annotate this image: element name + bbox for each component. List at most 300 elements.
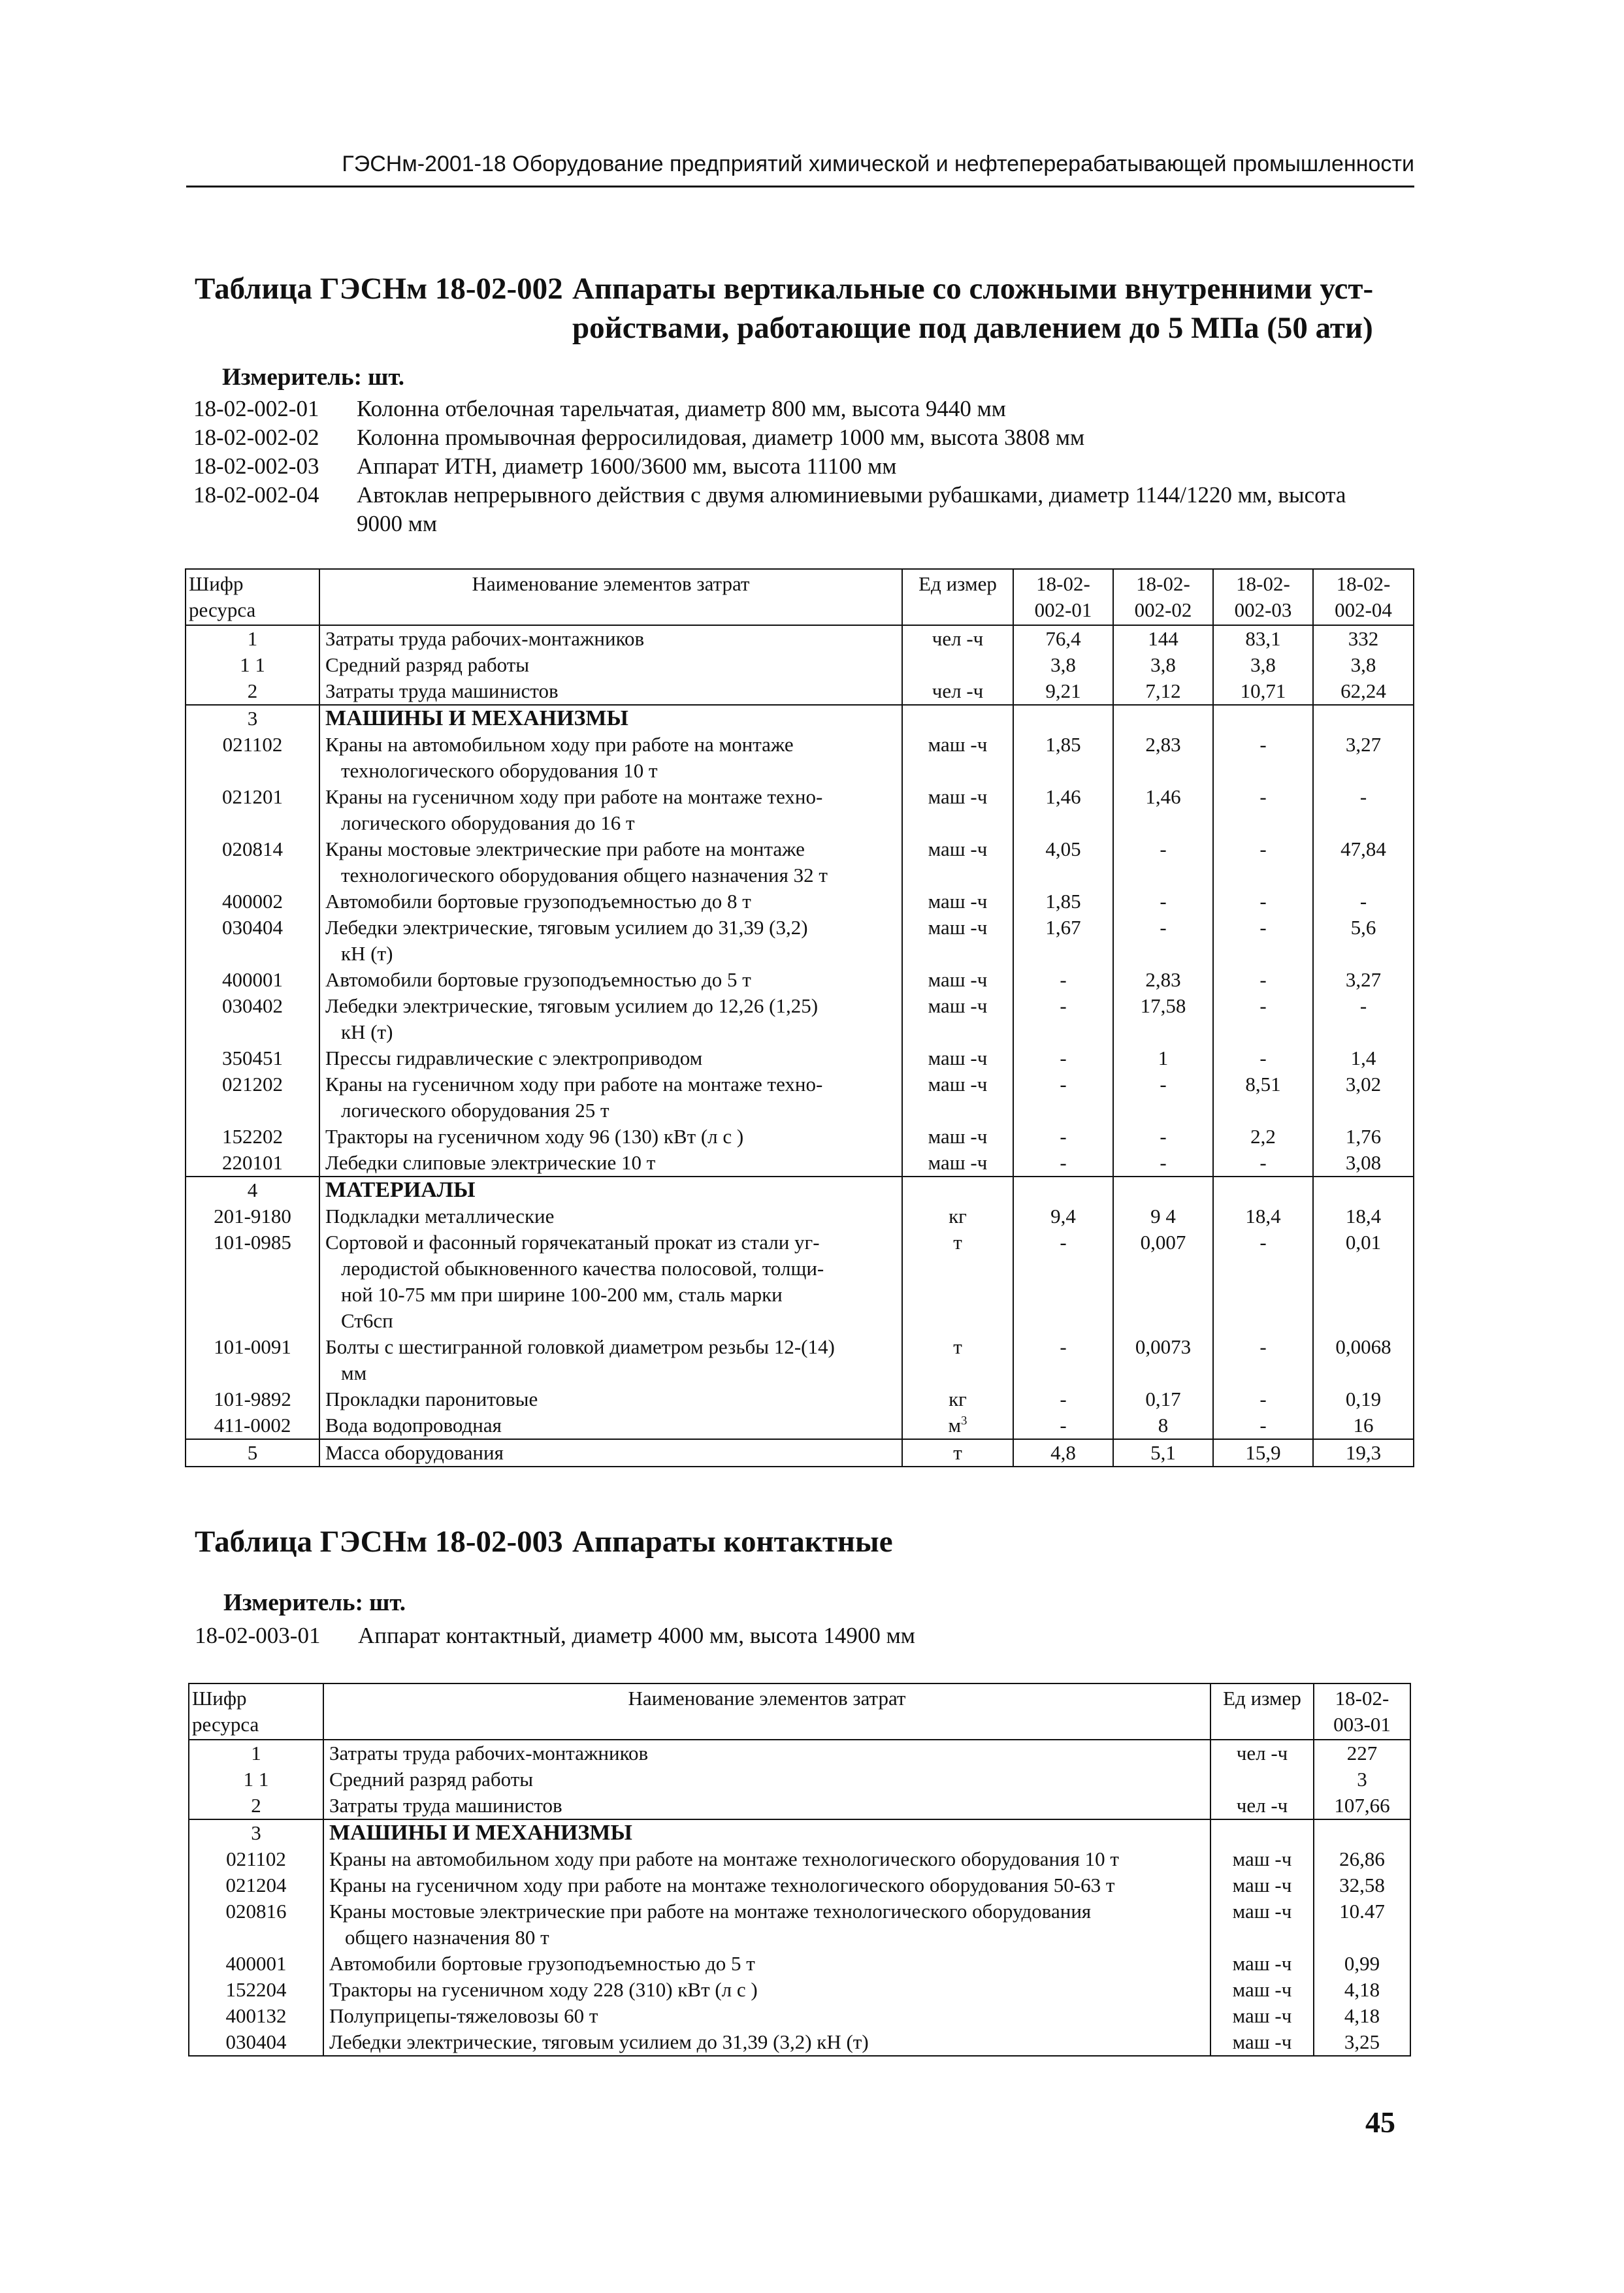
resource-name bbox=[323, 1977, 1210, 2003]
resource-name-text: Масса оборудования bbox=[325, 1441, 504, 1464]
table1-number: Таблица ГЭСНм 18-02-002 bbox=[195, 272, 563, 306]
unit-cell: чел -ч bbox=[902, 678, 1013, 705]
table-row bbox=[189, 2003, 1410, 2029]
table-row bbox=[189, 1766, 1410, 1793]
table1-measure: Измеритель: шт. bbox=[222, 364, 405, 391]
value-cell: 1,4 bbox=[1313, 1045, 1414, 1071]
table-row bbox=[189, 1872, 1410, 1898]
value-cell: 1,76 bbox=[1313, 1124, 1414, 1150]
resource-code: 400001 bbox=[189, 1951, 323, 1977]
value-cell: 4,18 bbox=[1314, 2003, 1410, 2029]
resource-name-text: МАТЕРИАЛЫ bbox=[325, 1178, 476, 1202]
resource-code: 020814 bbox=[186, 836, 319, 888]
value-cell: 107,66 bbox=[1314, 1793, 1410, 1819]
value-cell: 62,24 bbox=[1313, 678, 1414, 705]
table-row bbox=[186, 1045, 1414, 1071]
table-row bbox=[189, 2029, 1410, 2056]
resource-name-continuation: общего назначения 80 т bbox=[345, 1926, 549, 1949]
value-cell: 83,1 bbox=[1213, 625, 1313, 652]
table2-item-list bbox=[195, 1621, 1390, 1650]
resource-code: 400132 bbox=[189, 2003, 323, 2029]
table-row bbox=[189, 1898, 1410, 1951]
value-cell: - bbox=[1213, 993, 1313, 1045]
value-cell: 144 bbox=[1113, 625, 1213, 652]
value-cell: 3 bbox=[1314, 1766, 1410, 1793]
item-code: 18-02-002-03 bbox=[193, 453, 319, 479]
resource-name bbox=[319, 1334, 902, 1386]
value-cell: 1,85 bbox=[1013, 732, 1113, 784]
value-cell: - bbox=[1013, 1334, 1113, 1386]
unit-cell: маш -ч bbox=[902, 836, 1013, 888]
resource-name-text: Автомобили бортовые грузоподъемностью до 5 т bbox=[329, 1952, 755, 1975]
value-cell: 0,19 bbox=[1313, 1386, 1414, 1412]
table2-header-name: Наименование элементов затрат bbox=[323, 1683, 1210, 1740]
resource-name-text: Средний разряд работы bbox=[325, 653, 530, 676]
unit-cell bbox=[902, 1177, 1013, 1203]
value-cell: 0,0068 bbox=[1313, 1334, 1414, 1386]
resource-code: 152204 bbox=[189, 1977, 323, 2003]
resource-name-text: Краны мостовые электрические при работе на монтаже технологического оборудования bbox=[329, 1900, 1092, 1923]
resource-name-text: Лебедки электрические, тяговым усилием до 31,39 (3,2) кН (т) bbox=[329, 2030, 869, 2053]
resource-name bbox=[319, 1386, 902, 1412]
resource-code: 400001 bbox=[186, 967, 319, 993]
unit-cell: маш -ч bbox=[1210, 1951, 1314, 1977]
value-cell: 18,4 bbox=[1213, 1203, 1313, 1229]
value-cell: - bbox=[1113, 888, 1213, 915]
table-row bbox=[186, 1412, 1414, 1439]
unit-cell: маш -ч bbox=[1210, 1846, 1314, 1872]
table2-resources bbox=[188, 1683, 1411, 2057]
value-cell: 0,0073 bbox=[1113, 1334, 1213, 1386]
value-cell: - bbox=[1013, 993, 1113, 1045]
value-cell: 5,6 bbox=[1313, 915, 1414, 967]
resource-name-text: Сортовой и фасонный горячекатаный прокат из стали уг- bbox=[325, 1231, 820, 1254]
value-cell: - bbox=[1113, 1071, 1213, 1124]
resource-name-text: Краны на гусеничном ходу при работе на монтаже технологического оборудования 50-63 т bbox=[329, 1874, 1115, 1896]
table2-header-unit: Ед измер bbox=[1210, 1683, 1314, 1740]
resource-code: 411-0002 bbox=[186, 1412, 319, 1439]
resource-code: 030404 bbox=[186, 915, 319, 967]
value-cell bbox=[1113, 705, 1213, 732]
table2-title bbox=[195, 1522, 1384, 1564]
resource-name bbox=[319, 1439, 902, 1467]
unit-cell: маш -ч bbox=[902, 1071, 1013, 1124]
resource-name bbox=[319, 1203, 902, 1229]
resource-name bbox=[319, 652, 902, 678]
table-row bbox=[186, 836, 1414, 888]
table-row bbox=[186, 784, 1414, 836]
item-code: 18-02-002-04 bbox=[193, 482, 319, 508]
resource-name bbox=[319, 1150, 902, 1177]
value-cell: 19,3 bbox=[1313, 1439, 1414, 1467]
value-cell: 3,08 bbox=[1313, 1150, 1414, 1177]
section-row bbox=[186, 705, 1414, 732]
resource-name bbox=[319, 1045, 902, 1071]
unit-cell: маш -ч bbox=[1210, 2029, 1314, 2056]
value-cell: - bbox=[1113, 915, 1213, 967]
resource-code: 030402 bbox=[186, 993, 319, 1045]
resource-code: 101-0985 bbox=[186, 1229, 319, 1334]
resource-name-text: МАШИНЫ И МЕХАНИЗМЫ bbox=[329, 1821, 632, 1845]
resource-name bbox=[319, 1124, 902, 1150]
value-cell: - bbox=[1013, 1150, 1113, 1177]
resource-name-text: Прессы гидравлические с электроприводом bbox=[325, 1047, 703, 1069]
value-cell: 26,86 bbox=[1314, 1846, 1410, 1872]
unit-cell: чел -ч bbox=[1210, 1740, 1314, 1766]
item-code: 18-02-002-02 bbox=[193, 425, 319, 450]
table-row bbox=[186, 1124, 1414, 1150]
page-number: 45 bbox=[1365, 2106, 1395, 2139]
resource-name-continuation: леродистой обыкновенного качества полосовой, толщи- bbox=[341, 1257, 824, 1280]
resource-name-text: Краны на гусеничном ходу при работе на монтаже техно- bbox=[325, 1073, 823, 1096]
value-cell: - bbox=[1113, 836, 1213, 888]
unit-cell: маш -ч bbox=[1210, 1898, 1314, 1951]
value-cell bbox=[1013, 705, 1113, 732]
table2-header-code: Шифр ресурса bbox=[189, 1683, 323, 1740]
resource-code: 2 bbox=[189, 1793, 323, 1819]
unit-cell bbox=[1210, 1766, 1314, 1793]
value-cell: 9 4 bbox=[1113, 1203, 1213, 1229]
section-row bbox=[189, 1819, 1410, 1846]
table1-header-col: 18-02-002-03 bbox=[1213, 569, 1313, 625]
resource-code: 220101 bbox=[186, 1150, 319, 1177]
resource-name-text: Лебедки слиповые электрические 10 т bbox=[325, 1151, 656, 1174]
resource-name bbox=[323, 1766, 1210, 1793]
value-cell: - bbox=[1113, 1150, 1213, 1177]
resource-name bbox=[323, 1740, 1210, 1766]
resource-name bbox=[323, 1898, 1210, 1951]
value-cell: 9,21 bbox=[1013, 678, 1113, 705]
resource-name bbox=[319, 836, 902, 888]
resource-name bbox=[323, 1872, 1210, 1898]
unit-cell: маш -ч bbox=[902, 915, 1013, 967]
resource-name-text: Полуприцепы-тяжеловозы 60 т bbox=[329, 2004, 598, 2027]
table-row bbox=[186, 967, 1414, 993]
value-cell: - bbox=[1013, 1071, 1113, 1124]
value-cell: 47,84 bbox=[1313, 836, 1414, 888]
value-cell: - bbox=[1213, 1045, 1313, 1071]
resource-name bbox=[319, 993, 902, 1045]
resource-name bbox=[323, 1846, 1210, 1872]
table-row bbox=[186, 625, 1414, 652]
resource-code: 101-9892 bbox=[186, 1386, 319, 1412]
value-cell bbox=[1113, 1177, 1213, 1203]
unit-cell: маш -ч bbox=[902, 993, 1013, 1045]
resource-name-text: Краны на гусеничном ходу при работе на монтаже техно- bbox=[325, 785, 823, 808]
resource-name-text: Прокладки паронитовые bbox=[325, 1388, 538, 1410]
value-cell: 332 bbox=[1313, 625, 1414, 652]
resource-name-continuation: технологического оборудования общего назначения 32 т bbox=[341, 864, 828, 886]
table2-number: Таблица ГЭСНм 18-02-003 bbox=[195, 1525, 563, 1559]
value-cell: 0,17 bbox=[1113, 1386, 1213, 1412]
resource-code: 5 bbox=[186, 1439, 319, 1467]
unit-cell: т bbox=[902, 1439, 1013, 1467]
resource-name bbox=[323, 2003, 1210, 2029]
unit-cell: кг bbox=[902, 1203, 1013, 1229]
table2-name: Аппараты контактные bbox=[572, 1525, 893, 1559]
value-cell: - bbox=[1013, 1386, 1113, 1412]
table1-header-unit: Ед измер bbox=[902, 569, 1013, 625]
unit-cell bbox=[902, 652, 1013, 678]
resource-name-continuation: ной 10-75 мм при ширине 100-200 мм, сталь марки bbox=[341, 1283, 783, 1306]
resource-name bbox=[319, 915, 902, 967]
table2-header-col: 18-02-003-01 bbox=[1314, 1683, 1410, 1740]
unit-cell bbox=[1210, 1819, 1314, 1846]
resource-code: 021202 bbox=[186, 1071, 319, 1124]
measure-item bbox=[193, 423, 1389, 452]
value-cell: 8,51 bbox=[1213, 1071, 1313, 1124]
unit-cell: маш -ч bbox=[902, 967, 1013, 993]
value-cell bbox=[1314, 1819, 1410, 1846]
unit-cell: маш -ч bbox=[902, 1124, 1013, 1150]
table1-header-name: Наименование элементов затрат bbox=[319, 569, 902, 625]
resource-name-text: Автомобили бортовые грузоподъемностью до 8 т bbox=[325, 890, 751, 913]
value-cell: 10.47 bbox=[1314, 1898, 1410, 1951]
table-row bbox=[186, 1386, 1414, 1412]
value-cell: 16 bbox=[1313, 1412, 1414, 1439]
resource-code: 400002 bbox=[186, 888, 319, 915]
value-cell: 18,4 bbox=[1313, 1203, 1414, 1229]
table-row bbox=[186, 1150, 1414, 1177]
item-description: Аппарат контактный, диаметр 4000 мм, высота 14900 мм bbox=[358, 1623, 915, 1648]
resource-name bbox=[323, 2029, 1210, 2056]
value-cell: 3,8 bbox=[1013, 652, 1113, 678]
resource-code: 350451 bbox=[186, 1045, 319, 1071]
resource-name-text: Лебедки электрические, тяговым усилием до 12,26 (1,25) bbox=[325, 994, 819, 1017]
value-cell bbox=[1313, 705, 1414, 732]
unit-cell: маш -ч bbox=[1210, 2003, 1314, 2029]
value-cell bbox=[1213, 705, 1313, 732]
table-row bbox=[186, 915, 1414, 967]
value-cell: 0,007 bbox=[1113, 1229, 1213, 1334]
resource-code: 3 bbox=[186, 705, 319, 732]
table1-name: Аппараты вертикальные со сложными внутренними уст-ройствами, работающие под давлением до 5 МПа (50 ати) bbox=[572, 272, 1374, 345]
value-cell: 32,58 bbox=[1314, 1872, 1410, 1898]
table-row bbox=[189, 1793, 1410, 1819]
value-cell: - bbox=[1113, 1124, 1213, 1150]
table-row bbox=[186, 652, 1414, 678]
resource-code: 101-0091 bbox=[186, 1334, 319, 1386]
table1-resources bbox=[185, 568, 1414, 1467]
table-row bbox=[186, 888, 1414, 915]
resource-code: 3 bbox=[189, 1819, 323, 1846]
table2-measure: Измеритель: шт. bbox=[223, 1589, 406, 1616]
value-cell: 7,12 bbox=[1113, 678, 1213, 705]
resource-name-continuation: Ст6сп bbox=[341, 1309, 393, 1332]
value-cell: 227 bbox=[1314, 1740, 1410, 1766]
resource-code: 1 1 bbox=[186, 652, 319, 678]
resource-name-continuation: кН (т) bbox=[341, 1020, 393, 1043]
resource-name-text: Затраты труда машинистов bbox=[329, 1794, 562, 1817]
resource-name-text: Болты с шестигранной головкой диаметром резьбы 12-(14) bbox=[325, 1335, 835, 1358]
item-description: Колонна промывочная ферросилидовая, диаметр 1000 мм, высота 3808 мм bbox=[357, 425, 1085, 450]
item-code: 18-02-003-01 bbox=[195, 1623, 321, 1648]
unit-cell: т bbox=[902, 1334, 1013, 1386]
resource-name-continuation: логического оборудования до 16 т bbox=[341, 811, 635, 834]
resource-name-text: Затраты труда рабочих-монтажников bbox=[329, 1742, 649, 1764]
unit-cell bbox=[902, 705, 1013, 732]
value-cell bbox=[1013, 1177, 1113, 1203]
value-cell: 2,83 bbox=[1113, 967, 1213, 993]
value-cell: 8 bbox=[1113, 1412, 1213, 1439]
resource-code: 021201 bbox=[186, 784, 319, 836]
value-cell bbox=[1213, 1177, 1313, 1203]
value-cell: 2,2 bbox=[1213, 1124, 1313, 1150]
resource-name-text: Тракторы на гусеничном ходу 96 (130) кВт (л с ) bbox=[325, 1125, 744, 1148]
table-row bbox=[186, 732, 1414, 784]
value-cell: 1,67 bbox=[1013, 915, 1113, 967]
unit-cell: чел -ч bbox=[1210, 1793, 1314, 1819]
resource-name bbox=[319, 732, 902, 784]
value-cell: - bbox=[1213, 732, 1313, 784]
resource-code: 2 bbox=[186, 678, 319, 705]
resource-name-text: Автомобили бортовые грузоподъемностью до 5 т bbox=[325, 968, 751, 991]
unit-cell: маш -ч bbox=[902, 888, 1013, 915]
resource-code: 1 1 bbox=[189, 1766, 323, 1793]
value-cell: 3,8 bbox=[1113, 652, 1213, 678]
value-cell: 3,02 bbox=[1313, 1071, 1414, 1124]
table-row bbox=[186, 1439, 1414, 1467]
table-row bbox=[189, 1740, 1410, 1766]
resource-name-continuation: логического оборудования 25 т bbox=[341, 1099, 609, 1122]
table1-header-col: 18-02-002-01 bbox=[1013, 569, 1113, 625]
resource-name-continuation: технологического оборудования 10 т bbox=[341, 759, 658, 782]
resource-name-continuation: мм bbox=[341, 1361, 367, 1384]
resource-name-text: Краны мостовые электрические при работе на монтаже bbox=[325, 838, 805, 860]
resource-name bbox=[319, 705, 902, 732]
value-cell: - bbox=[1013, 1229, 1113, 1334]
resource-name bbox=[323, 1793, 1210, 1819]
resource-name bbox=[319, 1412, 902, 1439]
value-cell: - bbox=[1213, 1334, 1313, 1386]
value-cell: - bbox=[1213, 836, 1313, 888]
value-cell bbox=[1313, 1177, 1414, 1203]
table1-header-col: 18-02-002-04 bbox=[1313, 569, 1414, 625]
value-cell: 3,25 bbox=[1314, 2029, 1410, 2056]
value-cell: 4,8 bbox=[1013, 1439, 1113, 1467]
value-cell: 1,46 bbox=[1013, 784, 1113, 836]
value-cell: 3,8 bbox=[1213, 652, 1313, 678]
resource-name-continuation: кН (т) bbox=[341, 942, 393, 965]
resource-name bbox=[319, 784, 902, 836]
resource-code: 021102 bbox=[186, 732, 319, 784]
resource-name-text: Подкладки металлические bbox=[325, 1205, 555, 1228]
measure-item bbox=[195, 1621, 1390, 1650]
value-cell: 0,99 bbox=[1314, 1951, 1410, 1977]
value-cell: 1 bbox=[1113, 1045, 1213, 1071]
resource-name bbox=[323, 1951, 1210, 1977]
unit-cell: т bbox=[902, 1229, 1013, 1334]
unit-cell: маш -ч bbox=[902, 1045, 1013, 1071]
resource-code: 152202 bbox=[186, 1124, 319, 1150]
resource-code: 4 bbox=[186, 1177, 319, 1203]
table-row bbox=[186, 1203, 1414, 1229]
item-description: Автоклав непрерывного действия с двумя алюминиевыми рубашками, диаметр 1144/1220 мм, высота 9000 мм bbox=[357, 482, 1346, 536]
value-cell: - bbox=[1313, 784, 1414, 836]
resource-code: 020816 bbox=[189, 1898, 323, 1951]
resource-name-text: Средний разряд работы bbox=[329, 1768, 534, 1791]
running-header: ГЭСНм-2001-18 Оборудование предприятий химической и нефтеперерабатывающей промышленности bbox=[342, 152, 1414, 176]
unit-cell: маш -ч bbox=[1210, 1977, 1314, 2003]
value-cell: - bbox=[1213, 1386, 1313, 1412]
unit-cell: маш -ч bbox=[1210, 1872, 1314, 1898]
table1-title bbox=[195, 269, 1384, 354]
unit-cell: маш -ч bbox=[902, 1150, 1013, 1177]
table-row bbox=[189, 1846, 1410, 1872]
value-cell: 1,85 bbox=[1013, 888, 1113, 915]
value-cell: - bbox=[1313, 888, 1414, 915]
table-row bbox=[189, 1951, 1410, 1977]
table-row bbox=[186, 1229, 1414, 1334]
header-rule bbox=[186, 186, 1414, 187]
value-cell: - bbox=[1213, 1412, 1313, 1439]
resource-name-text: Лебедки электрические, тяговым усилием до 31,39 (3,2) bbox=[325, 916, 808, 939]
value-cell: - bbox=[1213, 1150, 1313, 1177]
value-cell: 15,9 bbox=[1213, 1439, 1313, 1467]
resource-name-text: Тракторы на гусеничном ходу 228 (310) кВт (л с ) bbox=[329, 1978, 758, 2001]
resource-name bbox=[319, 625, 902, 652]
table-row bbox=[186, 993, 1414, 1045]
resource-name bbox=[319, 1229, 902, 1334]
value-cell: - bbox=[1013, 967, 1113, 993]
measure-item bbox=[193, 452, 1389, 481]
resource-code: 030404 bbox=[189, 2029, 323, 2056]
section-row bbox=[186, 1177, 1414, 1203]
resource-code: 1 bbox=[189, 1740, 323, 1766]
resource-name bbox=[319, 967, 902, 993]
value-cell: - bbox=[1213, 967, 1313, 993]
resource-name bbox=[319, 888, 902, 915]
value-cell: 9,4 bbox=[1013, 1203, 1113, 1229]
table-row bbox=[186, 1334, 1414, 1386]
resource-code: 021102 bbox=[189, 1846, 323, 1872]
resource-name-text: МАШИНЫ И МЕХАНИЗМЫ bbox=[325, 706, 628, 730]
table-row bbox=[186, 678, 1414, 705]
unit-superscript: 3 bbox=[961, 1414, 967, 1428]
resource-code: 021204 bbox=[189, 1872, 323, 1898]
unit-cell: кг bbox=[902, 1386, 1013, 1412]
unit-cell: $м^3$ bbox=[902, 1412, 1013, 1439]
table-row bbox=[189, 1977, 1410, 2003]
value-cell: 1,46 bbox=[1113, 784, 1213, 836]
value-cell: 3,27 bbox=[1313, 967, 1414, 993]
resource-name bbox=[319, 1071, 902, 1124]
table1-header-code: Шифр ресурса bbox=[186, 569, 319, 625]
resource-name-text: Краны на автомобильном ходу при работе на монтаже технологического оборудования 10 т bbox=[329, 1847, 1119, 1870]
table1-item-list bbox=[193, 395, 1389, 538]
value-cell: - bbox=[1313, 993, 1414, 1045]
resource-code: 1 bbox=[186, 625, 319, 652]
value-cell: 10,71 bbox=[1213, 678, 1313, 705]
item-description: Аппарат ИТН, диаметр 1600/3600 мм, высота 11100 мм bbox=[357, 453, 897, 479]
value-cell: - bbox=[1213, 1229, 1313, 1334]
unit-cell: маш -ч bbox=[902, 784, 1013, 836]
value-cell: - bbox=[1213, 888, 1313, 915]
resource-name-text: Вода водопроводная bbox=[325, 1414, 502, 1437]
unit-cell: чел -ч bbox=[902, 625, 1013, 652]
measure-item bbox=[193, 481, 1389, 538]
item-description: Колонна отбелочная тарельчатая, диаметр 800 мм, высота 9440 мм bbox=[357, 396, 1006, 421]
resource-name bbox=[319, 1177, 902, 1203]
unit-cell: маш -ч bbox=[902, 732, 1013, 784]
value-cell: 5,1 bbox=[1113, 1439, 1213, 1467]
table-row bbox=[186, 1071, 1414, 1124]
table1-header-col: 18-02-002-02 bbox=[1113, 569, 1213, 625]
value-cell: 3,8 bbox=[1313, 652, 1414, 678]
value-cell: 4,18 bbox=[1314, 1977, 1410, 2003]
value-cell: - bbox=[1213, 915, 1313, 967]
value-cell: 0,01 bbox=[1313, 1229, 1414, 1334]
